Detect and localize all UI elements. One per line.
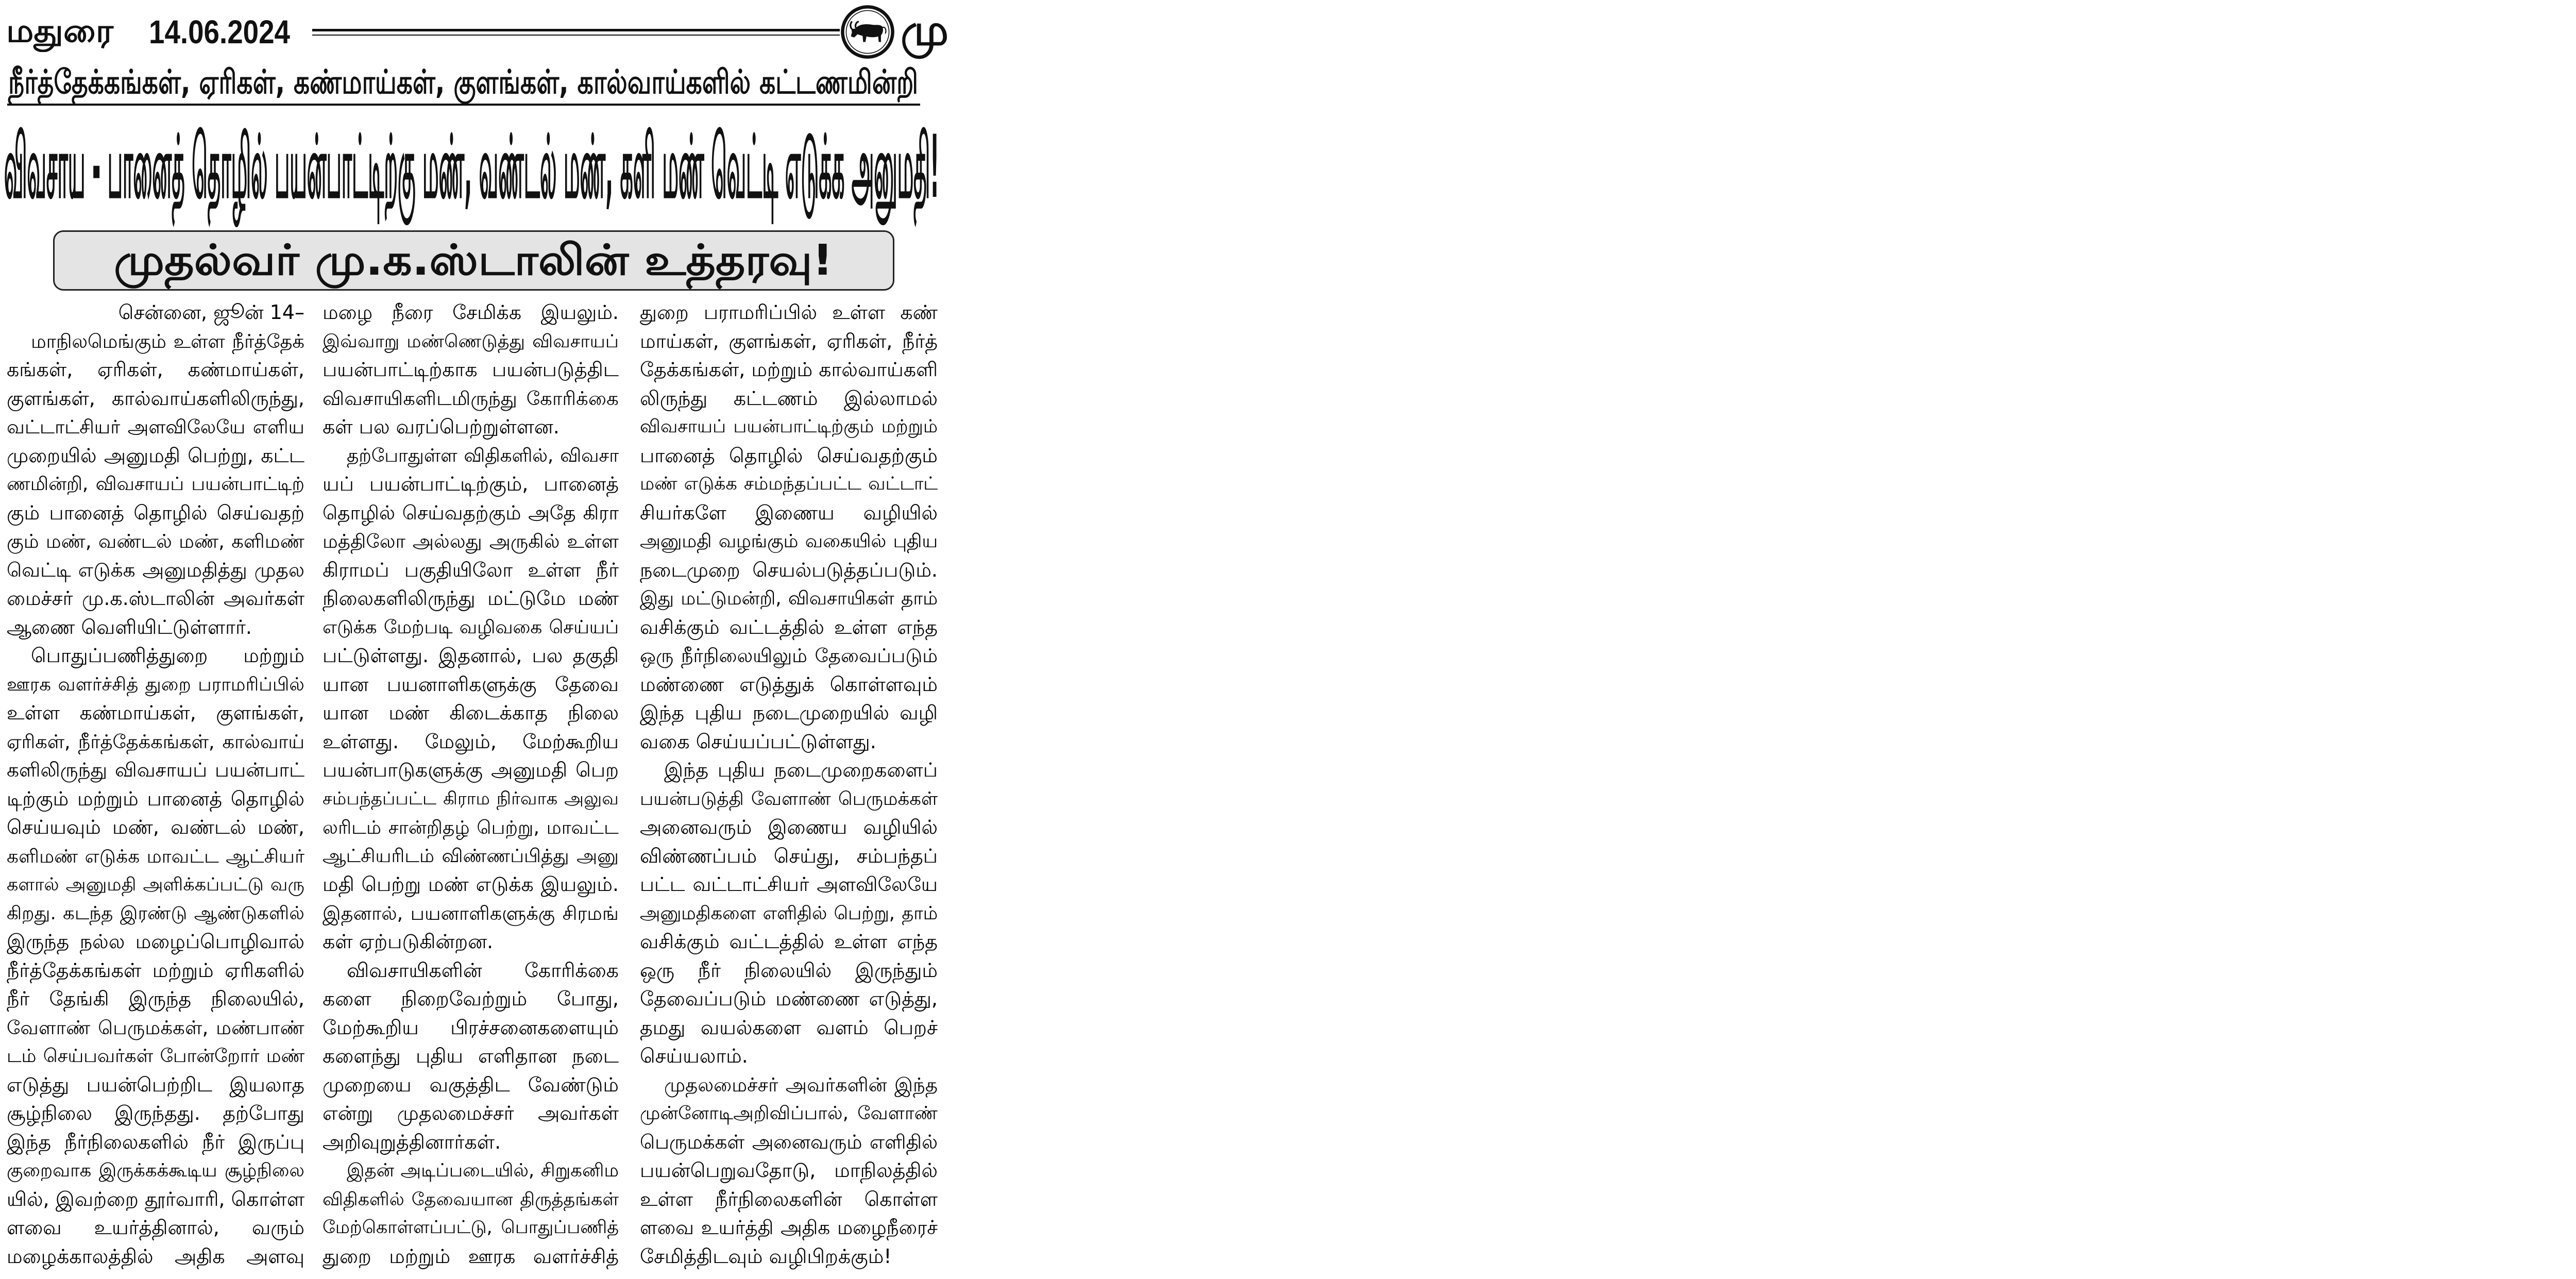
text-line: உள்ள நீர்நிலைகளின் கொள்ள bbox=[640, 1187, 938, 1210]
text-line: வசிக்கும் வட்டத்தில் உள்ள எந்த bbox=[640, 615, 938, 638]
article-column-2 bbox=[323, 298, 619, 1271]
text-line: முதலமைச்சர் அவர்களின் இந்த bbox=[664, 1073, 938, 1096]
text-line: கும் பானைத் தொழில் செய்வதற் bbox=[7, 501, 304, 524]
text-line: சேமித்திடவும் வழிபிறக்கும்! bbox=[640, 1244, 892, 1268]
text-line: மழை நீரை சேமிக்க இயலும். bbox=[323, 301, 619, 324]
text-line: யப் பயன்பாட்டிற்கும், பானைத் bbox=[323, 473, 619, 495]
text-line: பயன்பாட்டிற்காக பயன்படுத்திட bbox=[323, 358, 619, 381]
text-line: ஆணை வெளியிட்டுள்ளார். bbox=[7, 615, 252, 638]
text-line: நடைமுறை செயல்படுத்தப்படும். bbox=[640, 558, 938, 581]
text-line: ளவை உயர்த்தினால், வரும் bbox=[7, 1216, 304, 1239]
text-line: தற்போதுள்ள விதிகளில், விவசா bbox=[347, 445, 619, 466]
text-line: யான மண் கிடைக்காத நிலை bbox=[323, 701, 619, 724]
text-line: மத்திலோ அல்லது அருகில் உள்ள bbox=[323, 530, 619, 552]
text-line: குளங்கள், கால்வாய்களிலிருந்து, bbox=[7, 386, 304, 410]
text-line: விவசாயிகளிடமிருந்து கோரிக்கை bbox=[323, 386, 619, 410]
text-line: கிராமப் பகுதியிலோ உள்ள நீர் bbox=[323, 558, 619, 581]
text-line: ஆட்சியரிடம் விண்ணப்பித்து அனு bbox=[323, 845, 619, 867]
text-line: நீர் தேங்கி இருந்த நிலையில், bbox=[7, 987, 304, 1010]
bull-emblem-icon bbox=[840, 4, 895, 60]
edition-city bbox=[6, 10, 113, 52]
main-headline-text: விவசாய - பானைத் தொழில் பயன்பாட்டிற்கு மண், வண்டல் மண், களி மண் வெட்டி எடுக்க அனுமதி! bbox=[4, 116, 939, 217]
text-line: களிலிருந்து விவசாயப் பயன்பாட் bbox=[7, 759, 304, 781]
text-line: அனுமதி வழங்கும் வகையில் புதிய bbox=[640, 531, 938, 552]
text-line: பயன்பெறுவதோடு, மாநிலத்தில் bbox=[640, 1159, 938, 1182]
masthead-name-fragment: மு bbox=[901, 5, 949, 55]
text-line: டிற்கும் மற்றும் பானைத் தொழில் bbox=[7, 787, 304, 810]
text-line: வசிக்கும் வட்டத்தில் உள்ள எந்த bbox=[640, 930, 938, 953]
text-line: எடுத்து பயன்பெற்றிட இயலாத bbox=[7, 1073, 304, 1096]
text-line: மழைக்காலத்தில் அதிக அளவு bbox=[7, 1244, 304, 1268]
text-line: விவசாயப் பயன்பாட்டிற்கும் மற்றும் bbox=[640, 416, 938, 437]
text-line: முன்னோடிஅறிவிப்பால், வேளாண் bbox=[640, 1103, 938, 1124]
text-line: லிருந்து கட்டணம் இல்லாமல் bbox=[640, 386, 938, 410]
text-line: என்று முதலமைச்சர் அவர்கள் bbox=[323, 1102, 619, 1124]
text-line: எடுக்க மேற்படி வழிவகை செய்யப் bbox=[323, 616, 619, 638]
text-line: இருந்த நல்ல மழைப்பொழிவால் bbox=[7, 930, 304, 953]
text-line: பட்டுள்ளது. இதனால், பல தகுதி bbox=[323, 644, 619, 667]
text-line: சியர்களே இணைய வழியில் bbox=[640, 501, 938, 524]
text-line: யான பயனாளிகளுக்கு தேவை bbox=[323, 672, 619, 696]
text-line: சம்பந்தப்பட்ட கிராம நிர்வாக அலுவ bbox=[323, 788, 619, 809]
text-line: கள் பல வரப்பெற்றுள்ளன. bbox=[323, 415, 560, 438]
text-line: துறை மற்றும் ஊரக வளர்ச்சித் bbox=[323, 1244, 619, 1268]
article-column-3 bbox=[640, 298, 938, 1271]
text-line: உள்ள கண்மாய்கள், குளங்கள், bbox=[7, 701, 304, 724]
text-line: மாய்கள், குளங்கள், ஏரிகள், நீர்த் bbox=[640, 329, 938, 352]
text-line: முறையில் அனுமதி பெற்று, கட்ட bbox=[7, 444, 304, 467]
text-line: டம் செய்பவர்கள் போன்றோர் மண் bbox=[7, 1046, 304, 1067]
masthead-rule-thin bbox=[312, 35, 840, 36]
text-line: யில், இவற்றை தூர்வாரி, கொள்ள bbox=[7, 1187, 304, 1210]
text-line: கள் ஏற்படுகின்றன. bbox=[323, 930, 494, 953]
masthead-rule-thick bbox=[312, 29, 840, 31]
text-line: மண் எடுக்க சம்மந்தப்பட்ட வட்டாட் bbox=[640, 474, 938, 494]
text-line: அறிவுறுத்தினார்கள். bbox=[323, 1130, 501, 1153]
text-line: இதன் அடிப்படையில், சிறுகனிம bbox=[347, 1160, 619, 1181]
text-line: முறையை வகுத்திட வேண்டும் bbox=[323, 1073, 619, 1096]
text-line: செய்யலாம். bbox=[640, 1045, 748, 1067]
kicker-headline bbox=[8, 62, 918, 103]
text-line: களை நிறைவேற்றும் போது, bbox=[323, 987, 619, 1010]
text-line: மண்ணை எடுத்துக் கொள்ளவும் bbox=[640, 672, 938, 696]
text-line: இது மட்டுமன்றி, விவசாயிகள் தாம் bbox=[640, 588, 938, 609]
text-line: ஏரிகள், நீர்த்தேக்கங்கள், கால்வாய் bbox=[7, 730, 304, 753]
text-line: ணமின்றி, விவசாயப் பயன்பாட்டிற் bbox=[7, 474, 304, 495]
boxed-subheadline-inner bbox=[114, 232, 833, 289]
kicker-underline bbox=[7, 104, 920, 106]
text-line: மாநிலமெங்கும் உள்ள நீர்த்தேக் bbox=[31, 330, 304, 352]
text-line: பட்ட வட்டாட்சியர் அளவிலேயே bbox=[640, 873, 938, 896]
text-line: செய்யவும் மண், வண்டல் மண், bbox=[7, 816, 304, 838]
text-line: இந்த நீர்நிலைகளில் நீர் இருப்பு bbox=[7, 1130, 304, 1153]
text-line: தமது வயல்களை வளம் பெறச் bbox=[640, 1016, 938, 1039]
text-line: தேக்கங்கள், மற்றும் கால்வாய்களி bbox=[640, 358, 938, 381]
edition-city-text: மதுரை bbox=[6, 12, 113, 49]
text-line: களால் அனுமதி அளிக்கப்பட்டு வரு bbox=[7, 874, 304, 895]
text-line: லரிடம் சான்றிதழ் பெற்று, மாவட்ட bbox=[323, 816, 619, 838]
text-line: நீர்த்தேக்கங்கள் மற்றும் ஏரிகளில் bbox=[7, 958, 304, 982]
main-headline bbox=[4, 112, 939, 222]
text-line: ஊரக வளர்ச்சித் துறை பராமரிப்பில் bbox=[7, 674, 304, 695]
text-line: ளவை உயர்த்தி அதிக மழைநீரைச் bbox=[640, 1216, 938, 1239]
text-line: மேற்கொள்ளப்பட்டு, பொதுப்பணித் bbox=[323, 1217, 619, 1238]
text-line: வகை செய்யப்பட்டுள்ளது. bbox=[640, 730, 876, 753]
text-line: பொதுப்பணித்துறை மற்றும் bbox=[31, 644, 304, 667]
text-line: ஒரு நீர்நிலையிலும் தேவைப்படும் bbox=[640, 645, 938, 667]
text-line: மதி பெற்று மண் எடுக்க இயலும். bbox=[323, 873, 619, 896]
text-line: சூழ்நிலை இருந்தது. தற்போது bbox=[7, 1102, 304, 1124]
text-line: ஒரு நீர் நிலையில் இருந்தும் bbox=[640, 958, 938, 982]
edition-date bbox=[149, 15, 290, 49]
text-line: பயன்படுத்தி வேளாண் பெருமக்கள் bbox=[640, 788, 938, 810]
text-line: இவ்வாறு மண்ணெடுத்து விவசாயப் bbox=[323, 330, 619, 352]
text-line: விதிகளில் தேவையான திருத்தங்கள் bbox=[323, 1188, 619, 1210]
text-line: மைச்சர் மு.க.ஸ்டாலின் அவர்கள் bbox=[7, 587, 304, 610]
text-line: தேவைப்படும் மண்ணை எடுத்து, bbox=[640, 987, 938, 1010]
text-line: விவசாயிகளின் கோரிக்கை bbox=[347, 958, 619, 982]
text-line: மேற்கூறிய பிரச்சனைகளையும் bbox=[323, 1016, 619, 1039]
text-line: வட்டாட்சியர் அளவிலேயே எளிய bbox=[7, 416, 304, 438]
text-line: பானைத் தொழில் செய்வதற்கும் bbox=[640, 444, 938, 467]
text-line: இதனால், பயனாளிகளுக்கு சிரமங் bbox=[323, 902, 619, 924]
text-line: இந்த புதிய நடைமுறைகளைப் bbox=[664, 759, 938, 781]
boxed-subheadline bbox=[53, 230, 894, 291]
article-column-1 bbox=[7, 298, 304, 1271]
text-line: வேளாண் பெருமக்கள், மண்பாண் bbox=[7, 1016, 304, 1039]
boxed-subheadline-text: முதல்வர் மு.க.ஸ்டாலின் உத்தரவு! bbox=[114, 236, 833, 285]
text-line: களைந்து புதிய எளிதான நடை bbox=[323, 1045, 619, 1067]
text-line: கங்கள், ஏரிகள், கண்மாய்கள், bbox=[7, 358, 304, 381]
text-line: அனைவரும் இணைய வழியில் bbox=[640, 816, 938, 838]
text-line: நிலைகளிலிருந்து மட்டுமே மண் bbox=[323, 587, 619, 610]
text-line: துறை பராமரிப்பில் உள்ள கண் bbox=[640, 301, 938, 324]
text-line: பயன்பாடுகளுக்கு அனுமதி பெற bbox=[323, 759, 619, 781]
edition-date-text: 14.06.2024 bbox=[149, 13, 290, 51]
text-line: அனுமதிகளை எளிதில் பெற்று, தாம் bbox=[640, 902, 938, 924]
text-line: கும் மண், வண்டல் மண், களிமண் bbox=[7, 530, 304, 552]
text-line: களிமண் எடுக்க மாவட்ட ஆட்சியர் bbox=[7, 845, 304, 867]
text-line: விண்ணப்பம் செய்து, சம்பந்தப் bbox=[640, 844, 938, 867]
dateline: சென்னை, ஜூன் 14– bbox=[118, 301, 304, 324]
text-line: பெருமக்கள் அனைவரும் எளிதில் bbox=[640, 1130, 938, 1153]
text-line: கிறது. கடந்த இரண்டு ஆண்டுகளில் bbox=[7, 902, 304, 924]
text-line: இந்த புதிய நடைமுறையில் வழி bbox=[640, 701, 938, 724]
bull-emblem-svg bbox=[840, 4, 895, 60]
kicker-headline-text: நீர்த்தேக்கங்கள், ஏரிகள், கண்மாய்கள், குளங்கள், கால்வாய்களில் கட்டணமின்றி bbox=[8, 63, 919, 102]
text-line: வெட்டி எடுக்க அனுமதித்து முதல bbox=[7, 558, 304, 581]
text-line: உள்ளது. மேலும், மேற்கூறிய bbox=[323, 730, 619, 753]
text-line: குறைவாக இருக்கக்கூடிய சூழ்நிலை bbox=[7, 1160, 304, 1181]
text-line: தொழில் செய்வதற்கும் அதே கிரா bbox=[323, 501, 619, 524]
